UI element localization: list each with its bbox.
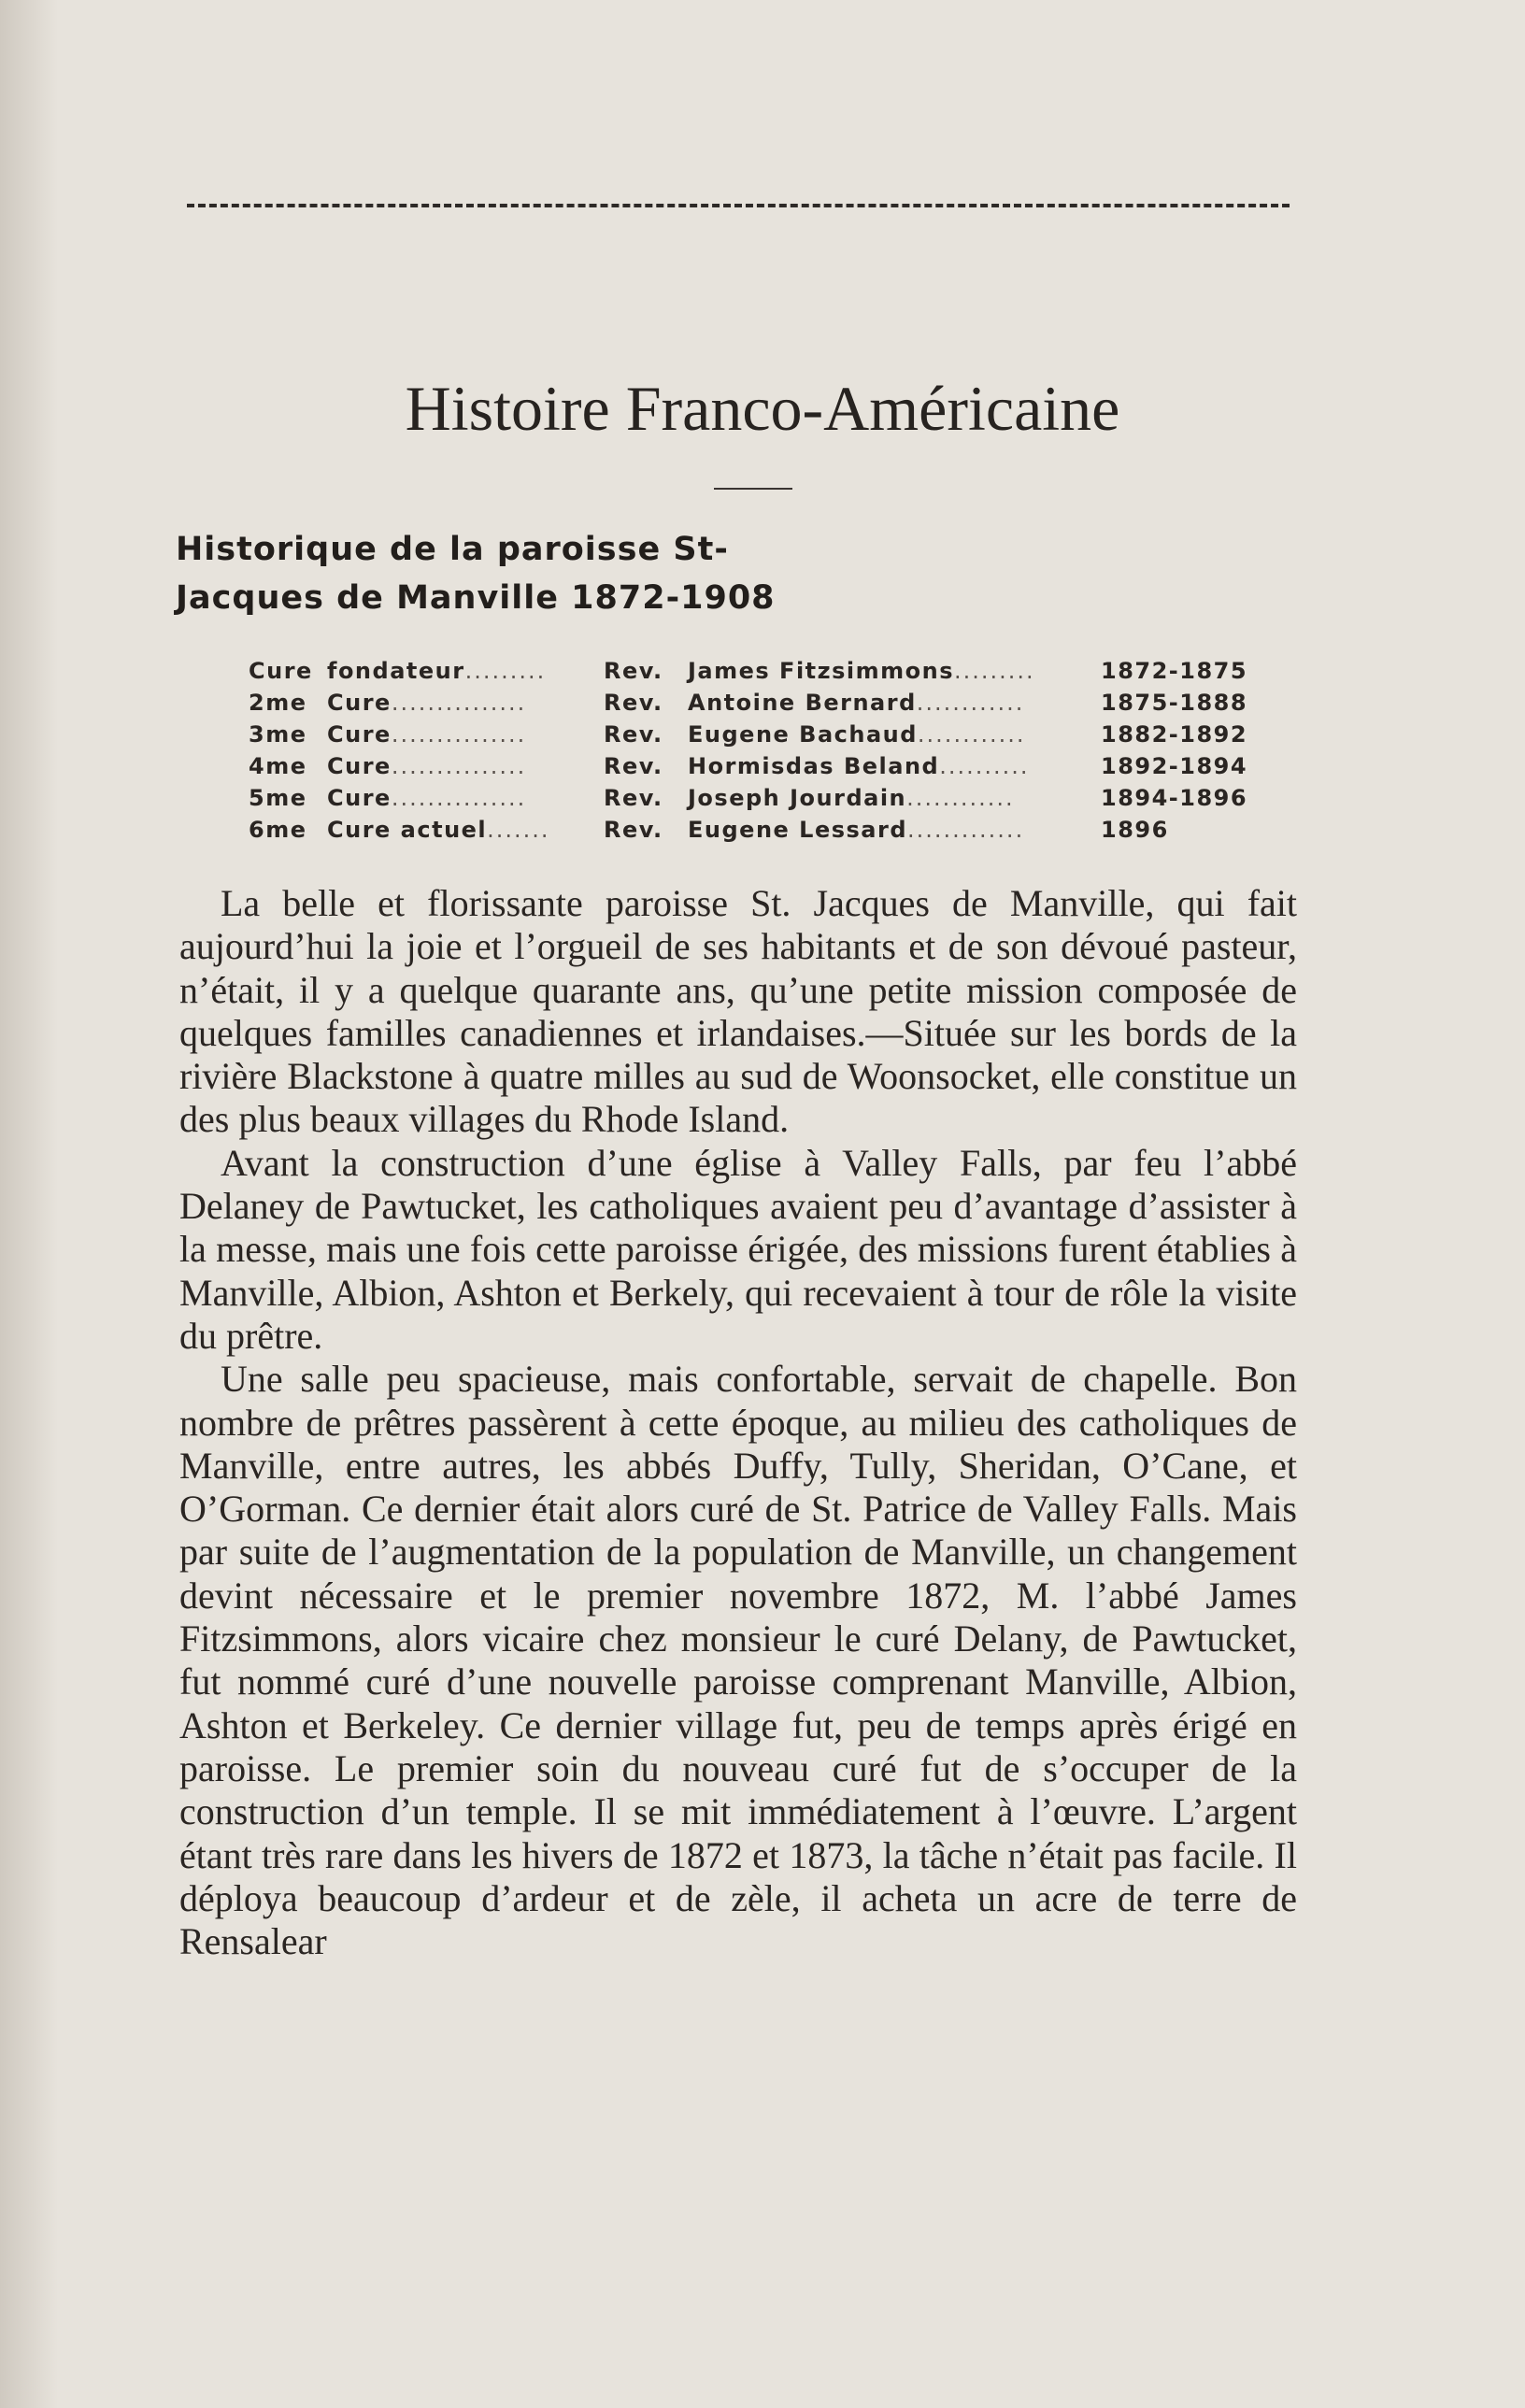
cure-years: 1882-1892	[1101, 721, 1248, 748]
leader-dots: ...............	[391, 690, 527, 716]
leader-dots: .........	[464, 658, 547, 684]
paragraph: La belle et florissante paroisse St. Jacques de Manville, qui fait aujourd’hui la joie et l’orgueil de ses habitants et de son dévoué pasteur, n’était, il y a quelque quarante ans, qu’une petite mission composée de quelques familles canadiennes et irlandaises.—Située sur les bords de la rivière Blackstone à quatre milles au sud de Woonsocket, elle constitue un des plus beaux villages du Rhode Island.	[179, 882, 1297, 1141]
article-body	[179, 882, 1297, 1963]
leader-dots: ............	[917, 721, 1026, 748]
cure-role	[327, 785, 526, 811]
page-title: Histoire Franco-Américaine	[405, 373, 1120, 444]
cure-role-text: Cure actuel	[327, 817, 488, 843]
paragraph: Une salle peu spacieuse, mais confortable, servait de chapelle. Bon nombre de prêtres passèrent à cette époque, au milieu des catholiques de Manville, entre autres, les abbés Duffy, Tully, Sheridan, O’Cane, et O’Gorman. Ce dernier était alors curé de St. Patrice de Valley Falls. Mais par suite de l’augmentation de la population de Manville, un changement devint nécessaire et le premier novembre 1872, M. l’abbé James Fitzsimmons, alors vicaire chez monsieur le curé Delany, de Pawtucket, fut nommé curé d’une nouvelle paroisse comprenant Manville, Albion, Ashton et Berkeley. Ce dernier village fut, peu de temps après érigé en paroisse. Le premier soin du nouveau curé fut de s’occuper de la construction d’un temple. Il se mit immédiatement à l’œuvre. L’argent étant très rare dans les hivers de 1872 et 1873, la tâche n’était pas facile. Il déploya beaucoup d’ardeur et de zèle, il acheta un acre de terre de Rensalear	[179, 1358, 1297, 1963]
cure-rev: Rev.	[604, 658, 663, 684]
leader-dots: ...............	[391, 721, 527, 748]
cure-name	[688, 753, 1030, 779]
leader-dots: ...............	[391, 785, 527, 811]
cure-name-text: James Fitzsimmons	[688, 658, 954, 684]
cure-rank: 6me	[249, 817, 307, 843]
paragraph: Avant la construction d’une église à Valley Falls, par feu l’abbé Delaney de Pawtucket, les catholiques avaient peu d’avantage d’assister à la messe, mais une fois cette paroisse érigée, des missions furent établies à Manville, Albion, Ashton et Berkely, qui recevaient à tour de rôle la visite du prêtre.	[179, 1141, 1297, 1357]
cure-name-text: Eugene Bachaud	[688, 721, 918, 748]
cure-years: 1894-1896	[1101, 785, 1248, 811]
cure-role-text: Cure	[327, 690, 392, 716]
title-underline-rule	[714, 488, 792, 490]
cure-years: 1875-1888	[1101, 690, 1248, 716]
cure-role-text: Cure	[327, 721, 392, 748]
leader-dots: .........	[954, 658, 1035, 684]
cure-rank: 5me	[249, 785, 307, 811]
cure-role-text: Cure	[327, 753, 392, 779]
cure-name-text: Joseph Jourdain	[688, 785, 907, 811]
cure-name	[688, 690, 1024, 716]
cure-role-text: Cure	[327, 785, 392, 811]
cure-name	[688, 721, 1025, 748]
cure-role	[327, 690, 526, 716]
cure-rev: Rev.	[604, 785, 663, 811]
cure-name	[688, 658, 1035, 684]
leader-dots: ...............	[391, 753, 527, 779]
cure-role	[327, 817, 550, 843]
cure-years: 1896	[1101, 817, 1169, 843]
cure-row	[249, 753, 1248, 785]
cure-role	[327, 753, 526, 779]
cure-name-text: Antoine Bernard	[688, 690, 917, 716]
cure-years: 1872-1875	[1101, 658, 1248, 684]
header-dashed-rule	[187, 204, 1290, 207]
article-subtitle: Historique de la paroisse St-Jacques de Manville 1872-1908	[176, 531, 776, 617]
leader-dots: ............	[906, 785, 1015, 811]
cure-name	[688, 817, 1024, 843]
cure-rev: Rev.	[604, 690, 663, 716]
cure-rev: Rev.	[604, 721, 663, 748]
cure-name	[688, 785, 1015, 811]
cure-rev: Rev.	[604, 817, 663, 843]
leader-dots: ............	[916, 690, 1025, 716]
cure-role-text: fondateur	[327, 658, 465, 684]
cure-list	[249, 658, 1248, 848]
cure-role	[327, 721, 526, 748]
page-gutter-shadow	[0, 0, 58, 2408]
cure-rank: 3me	[249, 721, 307, 748]
cure-rank: 2me	[249, 690, 307, 716]
leader-dots: ..........	[939, 753, 1030, 779]
cure-role	[327, 658, 546, 684]
leader-dots: .............	[907, 817, 1025, 843]
cure-rank: Cure	[249, 658, 313, 684]
cure-rank: 4me	[249, 753, 307, 779]
cure-name-text: Hormisdas Beland	[688, 753, 940, 779]
cure-years: 1892-1894	[1101, 753, 1248, 779]
cure-row	[249, 721, 1248, 753]
cure-row	[249, 817, 1239, 848]
cure-name-text: Eugene Lessard	[688, 817, 908, 843]
leader-dots: .......	[487, 817, 550, 843]
cure-rev: Rev.	[604, 753, 663, 779]
cure-row	[249, 785, 1248, 817]
cure-row	[249, 658, 1248, 690]
cure-row	[249, 690, 1248, 721]
